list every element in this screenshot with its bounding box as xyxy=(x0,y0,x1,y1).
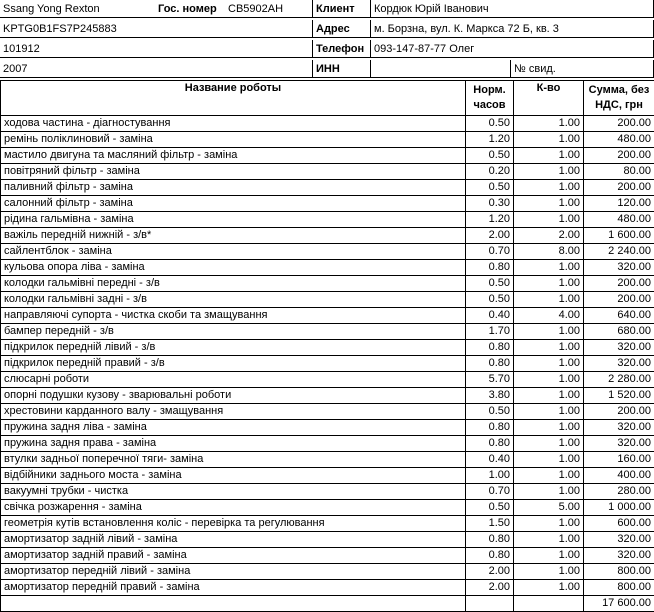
table-row xyxy=(1,468,654,484)
cell-sum: 800.00 xyxy=(584,580,654,596)
table-row xyxy=(1,404,654,420)
address-value: м. Борзна, вул. К. Маркса 72 Б, кв. 3 xyxy=(371,20,654,38)
cell-qty: 1.00 xyxy=(514,420,584,436)
cell-sum: 1 000.00 xyxy=(584,500,654,516)
total-spacer xyxy=(466,596,514,612)
cell-name: колодки гальмівні передні - з/в xyxy=(1,276,466,292)
cell-name: важіль передній нижній - з/в* xyxy=(1,228,466,244)
cell-qty: 1.00 xyxy=(514,356,584,372)
client-label: Клиент xyxy=(313,0,371,18)
table-row xyxy=(1,324,654,340)
year: 2007 xyxy=(0,60,313,78)
cell-qty: 1.00 xyxy=(514,164,584,180)
cell-name: опорні подушки кузову - зварювальні роботи xyxy=(1,388,466,404)
cell-qty: 1.00 xyxy=(514,212,584,228)
cell-hours: 0.80 xyxy=(466,532,514,548)
table-row xyxy=(1,452,654,468)
header-row-4 xyxy=(0,60,654,79)
cell-hours: 0.80 xyxy=(466,436,514,452)
works-table xyxy=(0,80,654,612)
table-row xyxy=(1,116,654,132)
cell-name: пружина задня права - заміна xyxy=(1,436,466,452)
phone-value: 093-147-87-77 Олег xyxy=(371,40,654,58)
cell-name: повітряний фільтр - заміна xyxy=(1,164,466,180)
cell-hours: 5.70 xyxy=(466,372,514,388)
cell-hours: 2.00 xyxy=(466,564,514,580)
table-row xyxy=(1,132,654,148)
vin: KPTG0B1FS7P245883 xyxy=(0,20,313,38)
cell-hours: 1.20 xyxy=(466,132,514,148)
table-row xyxy=(1,244,654,260)
table-row xyxy=(1,484,654,500)
cell-sum: 2 240.00 xyxy=(584,244,654,260)
header-row-2 xyxy=(0,20,654,39)
cell-hours: 0.20 xyxy=(466,164,514,180)
cell-sum: 400.00 xyxy=(584,468,654,484)
cell-hours: 0.30 xyxy=(466,196,514,212)
cell-sum: 320.00 xyxy=(584,548,654,564)
table-row xyxy=(1,420,654,436)
cell-qty: 1.00 xyxy=(514,324,584,340)
inn-value xyxy=(371,60,511,78)
table-row xyxy=(1,436,654,452)
cell-sum: 800.00 xyxy=(584,564,654,580)
address-label: Адрес xyxy=(313,20,371,38)
cell-hours: 2.00 xyxy=(466,580,514,596)
client-value: Кордюк Юрій Іванович xyxy=(371,0,654,18)
cell-name: кульова опора ліва - заміна xyxy=(1,260,466,276)
cell-hours: 0.50 xyxy=(466,116,514,132)
cell-qty: 5.00 xyxy=(514,500,584,516)
cell-qty: 1.00 xyxy=(514,340,584,356)
cell-name: ходова частина - діагностування xyxy=(1,116,466,132)
cell-qty: 1.00 xyxy=(514,388,584,404)
cell-name: слюсарні роботи xyxy=(1,372,466,388)
cell-sum: 1 600.00 xyxy=(584,228,654,244)
cell-name: вакуумні трубки - чистка xyxy=(1,484,466,500)
cell-hours: 2.00 xyxy=(466,228,514,244)
header-row-1 xyxy=(0,0,654,19)
cell-qty: 1.00 xyxy=(514,484,584,500)
header-row-3 xyxy=(0,40,654,59)
total-spacer xyxy=(1,596,466,612)
cell-name: амортизатор задній правий - заміна xyxy=(1,548,466,564)
table-row xyxy=(1,516,654,532)
cell-hours: 0.50 xyxy=(466,404,514,420)
table-row xyxy=(1,500,654,516)
cell-sum: 600.00 xyxy=(584,516,654,532)
cell-qty: 1.00 xyxy=(514,116,584,132)
cell-sum: 160.00 xyxy=(584,452,654,468)
cell-sum: 2 280.00 xyxy=(584,372,654,388)
cell-name: бампер передній - з/в xyxy=(1,324,466,340)
cell-hours: 0.40 xyxy=(466,452,514,468)
cell-name: направляючі супорта - чистка скоби та змащування xyxy=(1,308,466,324)
cell-qty: 1.00 xyxy=(514,436,584,452)
table-row xyxy=(1,548,654,564)
cell-name: амортизатор передній лівий - заміна xyxy=(1,564,466,580)
cell-hours: 1.00 xyxy=(466,468,514,484)
cell-qty: 1.00 xyxy=(514,292,584,308)
cell-qty: 1.00 xyxy=(514,468,584,484)
cell-sum: 200.00 xyxy=(584,276,654,292)
table-row xyxy=(1,388,654,404)
cell-name: геометрія кутів встановлення коліс - перевірка та регулювання xyxy=(1,516,466,532)
cell-name: салонний фільтр - заміна xyxy=(1,196,466,212)
cell-hours: 1.70 xyxy=(466,324,514,340)
table-header-row xyxy=(1,81,654,116)
col-header-qty: К-во xyxy=(514,81,584,116)
cell-sum: 320.00 xyxy=(584,340,654,356)
col-header-sum: Сумма, без НДС, грн xyxy=(584,81,654,116)
cell-sum: 200.00 xyxy=(584,404,654,420)
cell-name: паливний фільтр - заміна xyxy=(1,180,466,196)
cell-qty: 1.00 xyxy=(514,276,584,292)
cell-sum: 280.00 xyxy=(584,484,654,500)
table-row xyxy=(1,308,654,324)
cell-sum: 200.00 xyxy=(584,180,654,196)
table-row xyxy=(1,228,654,244)
cell-hours: 0.80 xyxy=(466,340,514,356)
cell-hours: 1.20 xyxy=(466,212,514,228)
table-body xyxy=(1,116,654,612)
table-row xyxy=(1,340,654,356)
reg-label: Гос. номер xyxy=(155,0,225,18)
cell-sum: 320.00 xyxy=(584,532,654,548)
total-sum: 17 600.00 xyxy=(584,596,654,612)
cell-sum: 80.00 xyxy=(584,164,654,180)
cell-name: ремінь поліклиновий - заміна xyxy=(1,132,466,148)
cell-qty: 1.00 xyxy=(514,580,584,596)
cell-name: свічка розжарення - заміна xyxy=(1,500,466,516)
cell-name: амортизатор передній правий - заміна xyxy=(1,580,466,596)
cell-name: підкрилок передній лівий - з/в xyxy=(1,340,466,356)
cell-hours: 0.50 xyxy=(466,180,514,196)
table-row xyxy=(1,564,654,580)
cell-hours: 0.80 xyxy=(466,260,514,276)
cell-name: рідина гальмівна - заміна xyxy=(1,212,466,228)
code: 101912 xyxy=(0,40,313,58)
table-row xyxy=(1,292,654,308)
cell-sum: 680.00 xyxy=(584,324,654,340)
cell-qty: 1.00 xyxy=(514,196,584,212)
cell-sum: 200.00 xyxy=(584,292,654,308)
cell-hours: 0.80 xyxy=(466,356,514,372)
cell-sum: 320.00 xyxy=(584,260,654,276)
cell-name: підкрилок передній правий - з/в xyxy=(1,356,466,372)
cell-sum: 200.00 xyxy=(584,116,654,132)
table-row xyxy=(1,212,654,228)
table-row xyxy=(1,148,654,164)
cell-sum: 320.00 xyxy=(584,356,654,372)
cell-qty: 1.00 xyxy=(514,372,584,388)
cell-hours: 0.50 xyxy=(466,500,514,516)
cell-sum: 480.00 xyxy=(584,212,654,228)
cell-name: втулки задньої поперечної тяги- заміна xyxy=(1,452,466,468)
cell-qty: 1.00 xyxy=(514,148,584,164)
cell-qty: 1.00 xyxy=(514,564,584,580)
cell-qty: 1.00 xyxy=(514,516,584,532)
cell-sum: 320.00 xyxy=(584,420,654,436)
col-header-name: Название роботы xyxy=(1,81,466,116)
cell-hours: 3.80 xyxy=(466,388,514,404)
cell-name: відбійники заднього моста - заміна xyxy=(1,468,466,484)
cell-qty: 1.00 xyxy=(514,404,584,420)
cell-sum: 120.00 xyxy=(584,196,654,212)
cell-hours: 0.80 xyxy=(466,548,514,564)
total-spacer xyxy=(514,596,584,612)
cell-name: амортизатор задній лівий - заміна xyxy=(1,532,466,548)
cell-sum: 200.00 xyxy=(584,148,654,164)
cell-hours: 0.40 xyxy=(466,308,514,324)
cell-qty: 1.00 xyxy=(514,548,584,564)
cell-name: хрестовини карданного валу - змащування xyxy=(1,404,466,420)
cell-qty: 1.00 xyxy=(514,132,584,148)
col-header-hours: Норм. часов xyxy=(466,81,514,116)
table-row xyxy=(1,532,654,548)
cell-sum: 480.00 xyxy=(584,132,654,148)
cell-hours: 0.50 xyxy=(466,276,514,292)
cell-qty: 1.00 xyxy=(514,180,584,196)
car-model: Ssang Yong Rexton xyxy=(0,0,155,18)
cell-sum: 320.00 xyxy=(584,436,654,452)
cell-qty: 1.00 xyxy=(514,452,584,468)
cell-name: пружина задня ліва - заміна xyxy=(1,420,466,436)
table-row xyxy=(1,580,654,596)
table-row xyxy=(1,276,654,292)
cell-name: сайлентблок - заміна xyxy=(1,244,466,260)
cell-name: мастило двигуна та масляний фільтр - заміна xyxy=(1,148,466,164)
cert-label: № свид. xyxy=(511,60,654,78)
cell-qty: 8.00 xyxy=(514,244,584,260)
cell-hours: 0.50 xyxy=(466,148,514,164)
table-row xyxy=(1,356,654,372)
cell-hours: 0.50 xyxy=(466,292,514,308)
cell-sum: 1 520.00 xyxy=(584,388,654,404)
cell-hours: 0.70 xyxy=(466,244,514,260)
cell-qty: 1.00 xyxy=(514,532,584,548)
cell-sum: 640.00 xyxy=(584,308,654,324)
table-row xyxy=(1,260,654,276)
total-row xyxy=(1,596,654,612)
inn-label: ИНН xyxy=(313,60,371,78)
reg-number: СВ5902АН xyxy=(225,0,313,18)
table-row xyxy=(1,164,654,180)
cell-hours: 0.80 xyxy=(466,420,514,436)
phone-label: Телефон xyxy=(313,40,371,58)
cell-hours: 1.50 xyxy=(466,516,514,532)
cell-name: колодки гальмівні задні - з/в xyxy=(1,292,466,308)
cell-qty: 2.00 xyxy=(514,228,584,244)
cell-qty: 1.00 xyxy=(514,260,584,276)
table-row xyxy=(1,196,654,212)
table-row xyxy=(1,180,654,196)
cell-hours: 0.70 xyxy=(466,484,514,500)
table-row xyxy=(1,372,654,388)
cell-qty: 4.00 xyxy=(514,308,584,324)
